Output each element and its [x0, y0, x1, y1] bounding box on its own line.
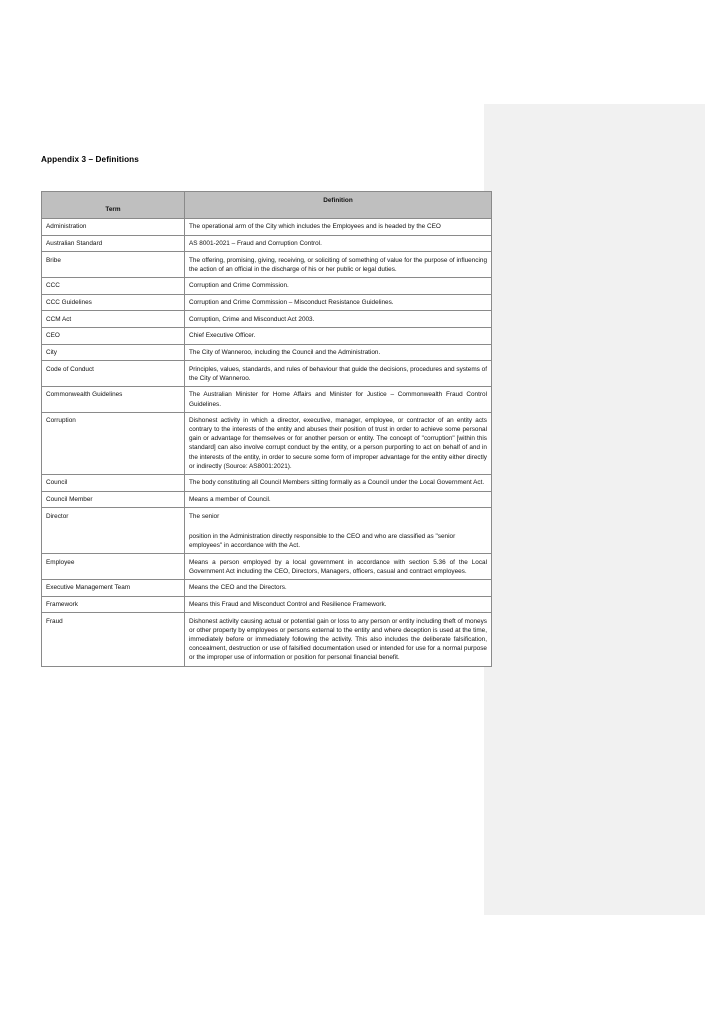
definition-cell: Means the CEO and the Directors.	[185, 580, 492, 597]
definition-cell: AS 8001-2021 – Fraud and Corruption Control.	[185, 235, 492, 252]
definition-cell: Means a person employed by a local government in accordance with section 5.36 of the Local Government Act including the CEO, Directors, Managers, officers, casual and contract employees.	[185, 554, 492, 580]
table-row	[42, 361, 492, 387]
table-row	[42, 508, 492, 554]
term-cell: Employee	[42, 554, 185, 580]
table-row	[42, 596, 492, 613]
column-header-term-label: Term	[105, 206, 121, 214]
term-cell: City	[42, 344, 185, 361]
table-row	[42, 491, 492, 508]
definition-cell: The body constituting all Council Members sitting formally as a Council under the Local Government Act.	[185, 475, 492, 492]
table-row	[42, 344, 492, 361]
table-row	[42, 413, 492, 475]
term-cell: Fraud	[42, 613, 185, 666]
definition-cell	[185, 508, 492, 554]
definition-cell: Corruption and Crime Commission – Misconduct Resistance Guidelines.	[185, 294, 492, 311]
table-row	[42, 278, 492, 295]
term-cell: Australian Standard	[42, 235, 185, 252]
definition-cell: The offering, promising, giving, receiving, or soliciting of something of value for the purpose of influencing the action of an official in the discharge of his or her public or legal duties.	[185, 252, 492, 278]
definitions-table	[41, 191, 492, 667]
term-cell: Bribe	[42, 252, 185, 278]
table-row	[42, 219, 492, 236]
column-header-definition-label: Definition	[323, 196, 353, 204]
table-row	[42, 580, 492, 597]
table-header	[42, 192, 492, 219]
table-row	[42, 328, 492, 345]
definition-paragraph: The senior	[189, 512, 220, 520]
table-row	[42, 613, 492, 666]
term-cell: Executive Management Team	[42, 580, 185, 597]
definition-cell: Corruption, Crime and Misconduct Act 2003.	[185, 311, 492, 328]
term-cell: Director	[42, 508, 185, 554]
term-cell: Council Member	[42, 491, 185, 508]
table-row	[42, 294, 492, 311]
term-cell: CCC Guidelines	[42, 294, 185, 311]
term-cell: Framework	[42, 596, 185, 613]
definition-cell: Chief Executive Officer.	[185, 328, 492, 345]
definition-cell: Dishonest activity causing actual or potential gain or loss to any person or entity including theft of moneys or other property by employees or persons external to the entity and where deception is used at the time, immediately before or immediately following the activity. This also includes the deliberate falsification, concealment, destruction or use of falsified documentation used or intended for use for a normal purpose or the improper use of information or position for personal financial benefit.	[185, 613, 492, 666]
page-side-panel	[484, 104, 705, 915]
column-header-term	[42, 192, 185, 219]
definition-paragraph: position in the Administration directly responsible to the CEO and who are classified as "senior employees" in accordance with the Act.	[189, 532, 456, 549]
definition-cell: The operational arm of the City which includes the Employees and is headed by the CEO	[185, 219, 492, 236]
term-cell: CCM Act	[42, 311, 185, 328]
table-header-row	[42, 192, 492, 219]
term-cell: Commonwealth Guidelines	[42, 387, 185, 413]
table-body	[42, 219, 492, 667]
column-header-definition	[185, 192, 492, 219]
term-cell: Code of Conduct	[42, 361, 185, 387]
paragraph-spacer	[189, 521, 487, 532]
definition-cell: Principles, values, standards, and rules of behaviour that guide the decisions, procedures and systems of the City of Wanneroo.	[185, 361, 492, 387]
term-cell: Council	[42, 475, 185, 492]
table-row	[42, 235, 492, 252]
term-cell: Administration	[42, 219, 185, 236]
table-row	[42, 252, 492, 278]
definition-cell: Means a member of Council.	[185, 491, 492, 508]
page-title: Appendix 3 – Definitions	[41, 155, 139, 164]
table-row	[42, 387, 492, 413]
definition-cell: Corruption and Crime Commission.	[185, 278, 492, 295]
definition-cell: Dishonest activity in which a director, executive, manager, employee, or contractor of an entity acts contrary to the interests of the entity and abuses their position of trust in order to achieve some personal gain or advantage for themselves or for another person or entity. The concept of "corruption" [within this standard] can also involve corrupt conduct by the entity, or a person purporting to act on behalf of and in the interests of the entity, in order to secure some form of improper advantage for the entity either directly or indirectly (Source: AS8001:2021).	[185, 413, 492, 475]
term-cell: CEO	[42, 328, 185, 345]
definition-cell: The City of Wanneroo, including the Council and the Administration.	[185, 344, 492, 361]
term-cell: CCC	[42, 278, 185, 295]
table-row	[42, 554, 492, 580]
table-row	[42, 475, 492, 492]
table-row	[42, 311, 492, 328]
term-cell: Corruption	[42, 413, 185, 475]
definition-cell: Means this Fraud and Misconduct Control and Resilience Framework.	[185, 596, 492, 613]
definition-cell: The Australian Minister for Home Affairs and Minister for Justice – Commonwealth Fraud Control Guidelines.	[185, 387, 492, 413]
